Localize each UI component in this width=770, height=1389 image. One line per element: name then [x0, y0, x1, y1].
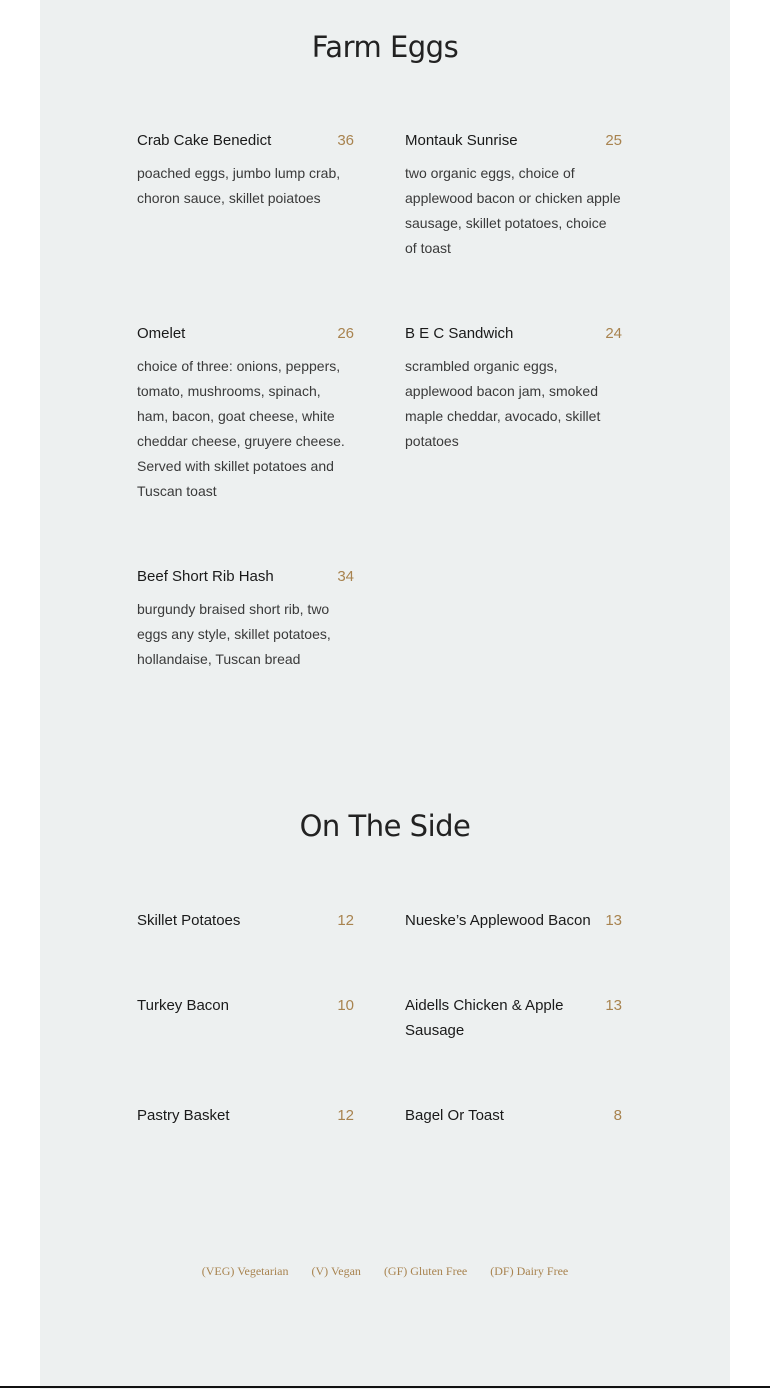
menu-item: [137, 908, 354, 933]
item-price: 13: [605, 912, 622, 929]
menu-item: [137, 128, 354, 211]
section-title-on-the-side: On The Side: [299, 809, 471, 843]
item-name: Bagel Or Toast: [405, 1107, 504, 1124]
item-name: Pastry Basket: [137, 1107, 230, 1124]
item-description: two organic eggs, choice of applewood bacon or chicken apple sausage, skillet potatoes, choice of toast: [405, 165, 621, 256]
item-price: 12: [337, 1107, 354, 1124]
item-price: 8: [613, 1107, 622, 1124]
item-name: Nueske’s Applewood Bacon: [405, 912, 591, 929]
legend-vegan: (V) Vegan: [311, 1264, 361, 1278]
item-price: 12: [337, 912, 354, 929]
item-name: Omelet: [137, 325, 186, 342]
item-price: 36: [337, 132, 354, 149]
menu-item: [405, 1103, 622, 1128]
bottom-divider: [0, 1386, 770, 1388]
item-name: Skillet Potatoes: [137, 912, 241, 929]
menu-item: [405, 908, 622, 933]
menu-item: [405, 321, 622, 454]
menu-item: [137, 564, 354, 672]
menu-item: [137, 993, 354, 1018]
section-title-farm-eggs: Farm Eggs: [311, 30, 459, 64]
item-price: 24: [605, 325, 622, 342]
legend-dairy-free: (DF) Dairy Free: [490, 1264, 569, 1278]
item-name: Montauk Sunrise: [405, 132, 518, 149]
item-price: 13: [605, 997, 622, 1014]
item-name: Beef Short Rib Hash: [137, 568, 274, 585]
legend-vegetarian: (VEG) Vegetarian: [201, 1264, 289, 1278]
menu-item: [405, 128, 622, 261]
item-price: 10: [337, 997, 354, 1014]
item-name: Crab Cake Benedict: [137, 132, 272, 149]
legend-gluten-free: (GF) Gluten Free: [383, 1264, 468, 1278]
item-description: burgundy braised short rib, two eggs any style, skillet potatoes, hollandaise, Tuscan bread: [137, 601, 331, 667]
item-price: 25: [605, 132, 622, 149]
item-price: 26: [337, 325, 354, 342]
item-description: scrambled organic eggs, applewood bacon jam, smoked maple cheddar, avocado, skillet potatoes: [405, 358, 601, 449]
menu-item: [405, 993, 622, 1043]
item-description: choice of three: onions, peppers, tomato, mushrooms, spinach, ham, bacon, goat cheese, white cheddar cheese, gruyere cheese. Served with skillet potatoes and Tuscan toast: [137, 358, 345, 499]
menu-item: [137, 321, 354, 504]
item-name: Turkey Bacon: [137, 997, 229, 1014]
item-description: poached eggs, jumbo lump crab, choron sauce, skillet poiatoes: [137, 165, 341, 206]
item-name: Aidells Chicken & Apple Sausage: [405, 997, 564, 1039]
dietary-legend: [0, 1264, 770, 1279]
item-price: 34: [337, 568, 354, 585]
menu-item: [137, 1103, 354, 1128]
item-name: B E C Sandwich: [405, 325, 514, 342]
